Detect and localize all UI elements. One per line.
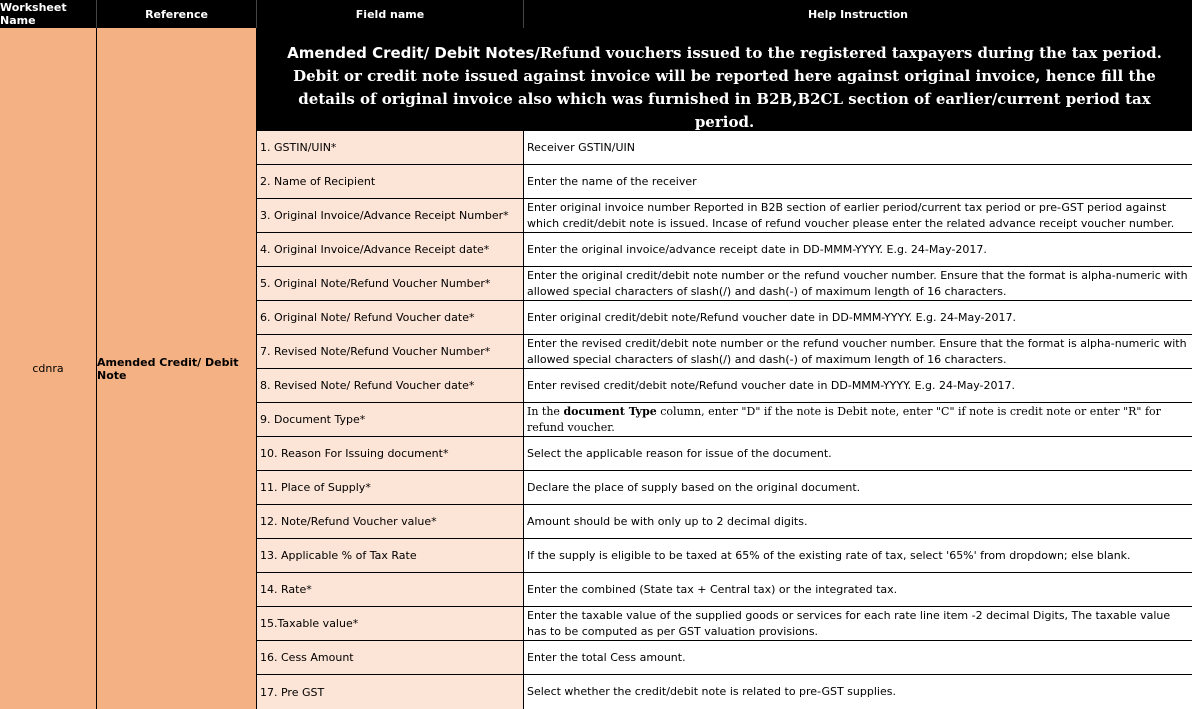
- help-text: Enter revised credit/debit note/Refund voucher date in DD-MMM-YYYY. E.g. 24-May-2017.: [527, 378, 1015, 392]
- intro-lead: Amended Credit/ Debit Notes/: [287, 44, 540, 62]
- field-name-cell[interactable]: 6. Original Note/ Refund Voucher date*: [257, 301, 524, 334]
- field-name-cell[interactable]: 10. Reason For Issuing document*: [257, 437, 524, 470]
- help-instruction-cell[interactable]: [524, 369, 1192, 402]
- help-text: Receiver GSTIN/UIN: [527, 140, 636, 154]
- header-reference[interactable]: Reference: [97, 0, 257, 28]
- field-name-cell[interactable]: 2. Name of Recipient: [257, 165, 524, 198]
- help-text: Declare the place of supply based on the original document.: [527, 480, 861, 494]
- help-text: Enter the total Cess amount.: [527, 650, 686, 664]
- help-instruction-cell[interactable]: [524, 233, 1192, 266]
- section-intro[interactable]: [257, 28, 1192, 130]
- field-name-cell[interactable]: 7. Revised Note/Refund Voucher Number*: [257, 335, 524, 368]
- help-instruction-cell[interactable]: [524, 471, 1192, 504]
- help-instruction-cell[interactable]: [524, 641, 1192, 674]
- field-name-cell[interactable]: 9. Document Type*: [257, 403, 524, 436]
- help-text: Enter the combined (State tax + Central tax) or the integrated tax.: [527, 582, 898, 596]
- help-instruction-cell[interactable]: [524, 403, 1192, 436]
- help-text: Enter the original invoice/advance receipt date in DD-MMM-YYYY. E.g. 24-May-2017.: [527, 242, 987, 256]
- help-instruction-cell[interactable]: [524, 267, 1192, 300]
- table-row: [257, 165, 1192, 199]
- table-row: [257, 505, 1192, 539]
- help-instruction-cell[interactable]: [524, 539, 1192, 572]
- table-row: [257, 403, 1192, 437]
- help-instruction-cell[interactable]: [524, 573, 1192, 606]
- help-text: Enter the revised credit/debit note number or the refund voucher number. Ensure that the format is alpha-numeric with allowed special characters of slash(/) and dash(-) of maximum length of 16 characters.: [527, 336, 1187, 366]
- table-row: [257, 607, 1192, 641]
- header-worksheet-name[interactable]: Worksheet Name: [0, 0, 97, 28]
- reference-cell[interactable]: Amended Credit/ Debit Note: [97, 28, 257, 709]
- help-instruction-cell[interactable]: [524, 437, 1192, 470]
- field-name-cell[interactable]: 1. GSTIN/UIN*: [257, 131, 524, 164]
- help-text: Amount should be with only up to 2 decimal digits.: [527, 514, 808, 528]
- field-name-cell[interactable]: 12. Note/Refund Voucher value*: [257, 505, 524, 538]
- help-instruction-cell[interactable]: [524, 165, 1192, 198]
- field-name-cell[interactable]: 15.Taxable value*: [257, 607, 524, 640]
- field-name-cell[interactable]: 13. Applicable % of Tax Rate: [257, 539, 524, 572]
- help-text-pre: In the: [527, 404, 564, 418]
- help-instruction-cell[interactable]: [524, 505, 1192, 538]
- header-help-instruction[interactable]: Help Instruction: [524, 0, 1192, 28]
- help-text: Enter the taxable value of the supplied goods or services for each rate line item -2 decimal Digits, The taxable value has to be computed as per GST valuation provisions.: [527, 608, 1171, 638]
- field-rows: [257, 131, 1192, 709]
- field-name-cell[interactable]: 3. Original Invoice/Advance Receipt Number*: [257, 199, 524, 232]
- help-instruction-cell[interactable]: [524, 199, 1192, 232]
- table-row: [257, 199, 1192, 233]
- table-row: [257, 573, 1192, 607]
- field-name-cell[interactable]: 4. Original Invoice/Advance Receipt date*: [257, 233, 524, 266]
- intro-text: Refund vouchers issued to the registered taxpayers during the tax period. Debit or credit note issued against invoice will be reported here against original invoice, hence fill the details of original invoice also which was furnished in B2B,B2CL section of earlier/current period tax period.: [293, 44, 1162, 131]
- help-text: Select whether the credit/debit note is related to pre-GST supplies.: [527, 685, 896, 698]
- help-instruction-cell[interactable]: [524, 131, 1192, 164]
- table-row: [257, 675, 1192, 709]
- header-field-name[interactable]: Field name: [257, 0, 524, 28]
- table-row: [257, 471, 1192, 505]
- help-text: Enter the original credit/debit note number or the refund voucher number. Ensure that the format is alpha-numeric with allowed special characters of slash(/) and dash(-) of maximum length of 16 characters.: [527, 268, 1188, 298]
- help-text: Enter original credit/debit note/Refund voucher date in DD-MMM-YYYY. E.g. 24-May-2017.: [527, 310, 1017, 324]
- help-text-bold: document Type: [563, 404, 657, 418]
- field-name-cell[interactable]: 16. Cess Amount: [257, 641, 524, 674]
- help-instruction-cell[interactable]: [524, 607, 1192, 640]
- table-row: [257, 335, 1192, 369]
- help-text: Enter the name of the receiver: [527, 174, 697, 188]
- field-name-cell[interactable]: 8. Revised Note/ Refund Voucher date*: [257, 369, 524, 402]
- table-row: [257, 539, 1192, 573]
- worksheet-name-cell[interactable]: cdnra: [0, 28, 97, 709]
- table-row: [257, 437, 1192, 471]
- table-row: [257, 369, 1192, 403]
- field-name-cell[interactable]: 17. Pre GST: [257, 675, 524, 709]
- table-row: [257, 131, 1192, 165]
- table-row: [257, 301, 1192, 335]
- field-name-cell[interactable]: 11. Place of Supply*: [257, 471, 524, 504]
- help-text: If the supply is eligible to be taxed at 65% of the existing rate of tax, select '65%' from dropdown; else blank.: [527, 548, 1131, 562]
- table-row: [257, 267, 1192, 301]
- help-instruction-cell[interactable]: [524, 301, 1192, 334]
- table-row: [257, 641, 1192, 675]
- field-name-cell[interactable]: 14. Rate*: [257, 573, 524, 606]
- help-text: Select the applicable reason for issue of the document.: [527, 446, 832, 460]
- help-instruction-cell[interactable]: [524, 335, 1192, 368]
- table-row: [257, 233, 1192, 267]
- field-name-cell[interactable]: 5. Original Note/Refund Voucher Number*: [257, 267, 524, 300]
- help-text: [527, 404, 1189, 436]
- help-text-post: column, enter "D" if the note is Debit note, enter "C" if note is credit note or enter "R" for refund voucher.: [527, 404, 1161, 434]
- help-instruction-cell[interactable]: [524, 675, 1192, 709]
- help-text: Enter original invoice number Reported in B2B section of earlier period/current tax period or pre-GST period against which credit/debit note is issued. Incase of refund voucher please enter the related advance receipt voucher number.: [527, 200, 1175, 230]
